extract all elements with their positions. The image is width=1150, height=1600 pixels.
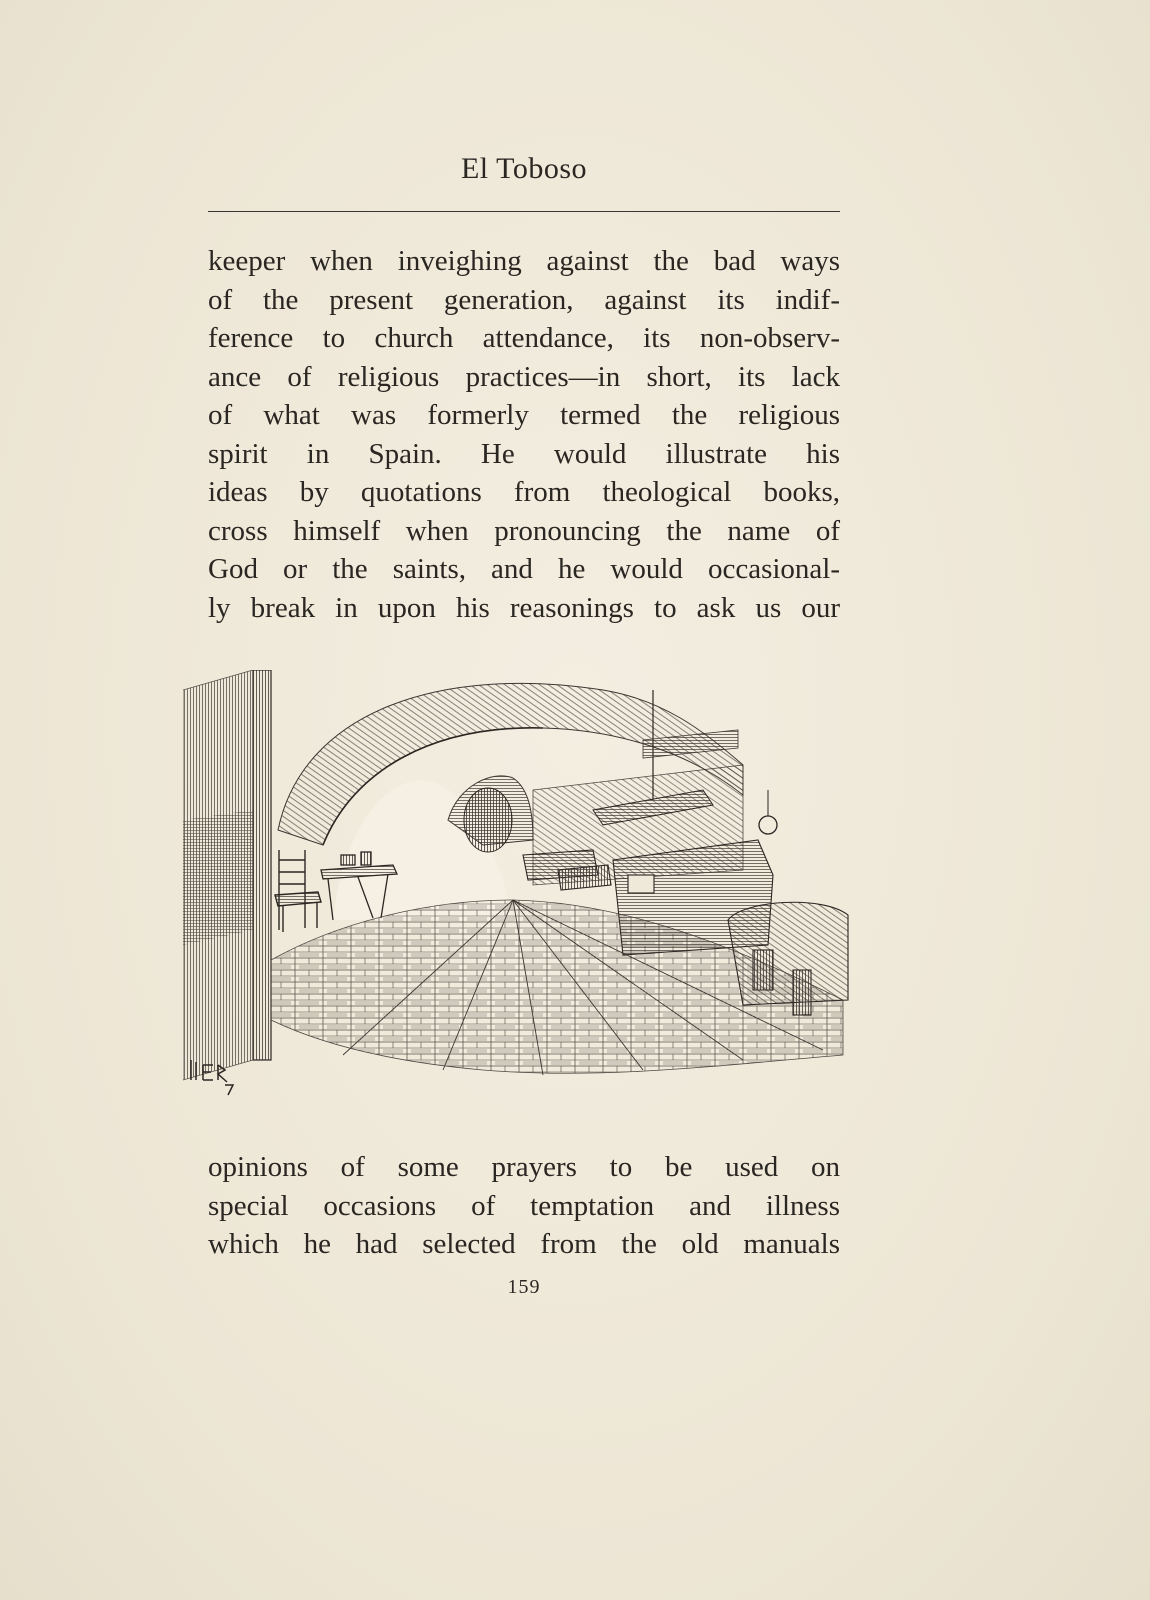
text-line: spirit in Spain. He would illustrate his — [208, 437, 840, 470]
text-line: opinions of some prayers to be used on — [208, 1151, 840, 1183]
text-line: keeper when inveighing against the bad ways — [208, 245, 840, 277]
text-line: special occasions of temptation and illness — [208, 1189, 840, 1222]
text-line: of the present generation, against its indif- — [208, 283, 840, 316]
text-line: ference to church attendance, its non-observ- — [208, 322, 840, 354]
page-number: 159 — [507, 1276, 541, 1298]
text-line: of what was formerly termed the religious — [208, 399, 840, 431]
text-line: God or the saints, and he would occasional- — [208, 553, 840, 585]
left-post — [253, 670, 271, 1060]
text-line: ance of religious practices—in short, its lack — [208, 360, 840, 393]
chair — [275, 850, 321, 932]
text-line: which he had selected from the old manuals — [208, 1228, 840, 1260]
text-line: ideas by quotations from theological books, — [208, 476, 840, 508]
text-line: ly break in upon his reasonings to ask us our — [208, 591, 840, 624]
running-head: El Toboso — [460, 152, 588, 185]
cellar-illustration — [183, 670, 873, 1130]
head-rule — [208, 211, 840, 212]
text-block-top — [208, 242, 840, 627]
text-line: cross himself when pronouncing the name of — [208, 514, 840, 547]
text-block-bottom — [208, 1148, 840, 1264]
